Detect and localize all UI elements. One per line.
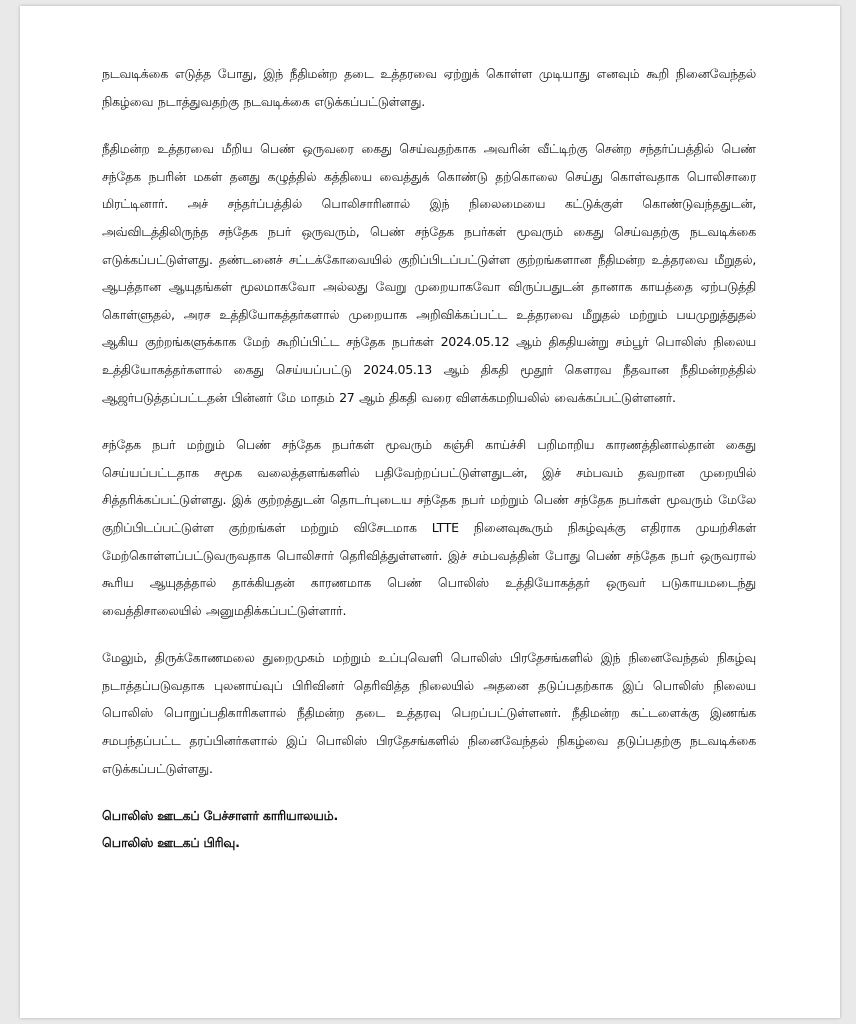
paragraph-3: சந்தேக நபர் மற்றும் பெண் சந்தேக நபர்கள் மூவரும் கஞ்சி காய்ச்சி பறிமாறிய காரணத்தினால்தான் கைது செய்யப்பட்டதாக சமூக வலைத்தளங்களில் பதிவேற்றப்பட்டுள்ளதுடன், இச் சம்பவம் தவறான முறையில் சித்தரிக்கப்பட்டுள்ளது. இக் குற்றத்துடன் தொடர்புடைய சந்தேக நபர் மற்றும் பெண் சந்தேக நபர்கள் மூவரும் மேலே குறிப்பிடப்பட்டுள்ள குற்றங்கள் மற்றும் விசேடமாக LTTE நினைவுகூரும் நிகழ்வுக்கு எதிராக முயற்சிகள் மேற்கொள்ளப்பட்டுவருவதாக பொலிசார் தெரிவித்துள்ளனர். இச் சம்பவத்தின் போது பெண் சந்தேக நபர் ஒருவரால் கூரிய ஆயுதத்தால் தாக்கியதன் காரணமாக பெண் பொலிஸ் உத்தியோகத்தர் ஒருவர் படுகாயமடைந்து வைத்திசாலையில் அனுமதிக்கப்பட்டுள்ளார்.	[102, 437, 756, 618]
paragraph-4: மேலும், திருக்கோணமலை துறைமுகம் மற்றும் உப்புவெளி பொலிஸ் பிரதேசங்களில் இந் நினைவேந்தல் நிகழ்வு நடாத்தப்படுவதாக புலனாய்வுப் பிரிவினர் தெரிவித்த நிலையில் அதனை தடுப்பதற்காக இப் பொலிஸ் நிலைய பொலிஸ் பொறுப்பதிகாரிகளால் நீதிமன்ற தடை உத்தரவு பெறப்பட்டுள்ளனர். நீதிமன்ற கட்டளைக்கு இணங்க சமபந்தப்பட்ட தரப்பினர்களால் இப் பொலிஸ் பிரதேசங்களில் நினைவேந்தல் நிகழ்வை தடுப்பதற்கு நடவடிக்கை எடுக்கப்பட்டுள்ளது.	[102, 650, 756, 776]
paragraph-1: நடவடிக்கை எடுத்த போது, இந் நீதிமன்ற தடை உத்தரவை ஏற்றுக் கொள்ள முடியாது எனவும் கூறி நினைவேந்தல் நிகழ்வை நடாத்துவதற்கு நடவடிக்கை எடுக்கப்பட்டுள்ளது.	[102, 66, 756, 109]
signature-division: பொலிஸ் ஊடகப் பிரிவு.	[102, 835, 240, 851]
document-page	[20, 6, 840, 1018]
signature-office: பொலிஸ் ஊடகப் பேச்சாளர் காரியாலயம்.	[102, 808, 338, 824]
signature-block	[102, 802, 756, 856]
paragraph-2: நீதிமன்ற உத்தரவை மீறிய பெண் ஒருவரை கைது செய்வதற்காக அவரின் வீட்டிற்கு சென்ற சந்தர்ப்பத்தில் பெண் சந்தேக நபரின் மகள் தனது கழுத்தில் கத்தியை வைத்துக் கொண்டு தற்கொலை செய்து கொள்வதாக பொலிசாரை மிரட்டினார். அச் சந்தர்ப்பத்தில் பொலிசாரினால் இந் நிலைமையை கட்டுக்குள் கொண்டுவந்ததுடன், அவ்விடத்திலிருந்த சந்தேக நபர் ஒருவரும், பெண் சந்தேக நபர்கள் மூவரும் கைது செய்வதற்கு நடவடிக்கை எடுக்கப்பட்டுள்ளது. தண்டனைச் சட்டக்கோவையில் குறிப்பிடப்பட்டுள்ள குற்றங்களான நீதிமன்ற உத்தரவை மீறுதல், ஆபத்தான ஆயுதங்கள் மூலமாகவோ அல்லது வேறு முறையாகவோ விருப்பதுடன் தானாக காயத்தை ஏற்படுத்தி கொள்ளுதல், அரச உத்தியோகத்தர்களால் முறையாக அறிவிக்கப்பட்ட உத்தரவை மீறுதல் மற்றும் பயமுறுத்துதல் ஆகிய குற்றங்களுக்காக மேற் கூறிப்பிட்ட சந்தேக நபர்கள் 2024.05.12 ஆம் திகதியன்று சம்பூர் பொலிஸ் நிலைய உத்தியோகத்தர்களால் கைது செய்யப்பட்டு 2024.05.13 ஆம் திகதி மூதூர் கௌரவ நீதவான நீதிமன்றத்தில் ஆஜர்படுத்தப்பட்டதன் பின்னர் மே மாதம் 27 ஆம் திகதி வரை விளக்கமறியலில் வைக்கப்பட்டுள்ளனர்.	[102, 141, 756, 405]
